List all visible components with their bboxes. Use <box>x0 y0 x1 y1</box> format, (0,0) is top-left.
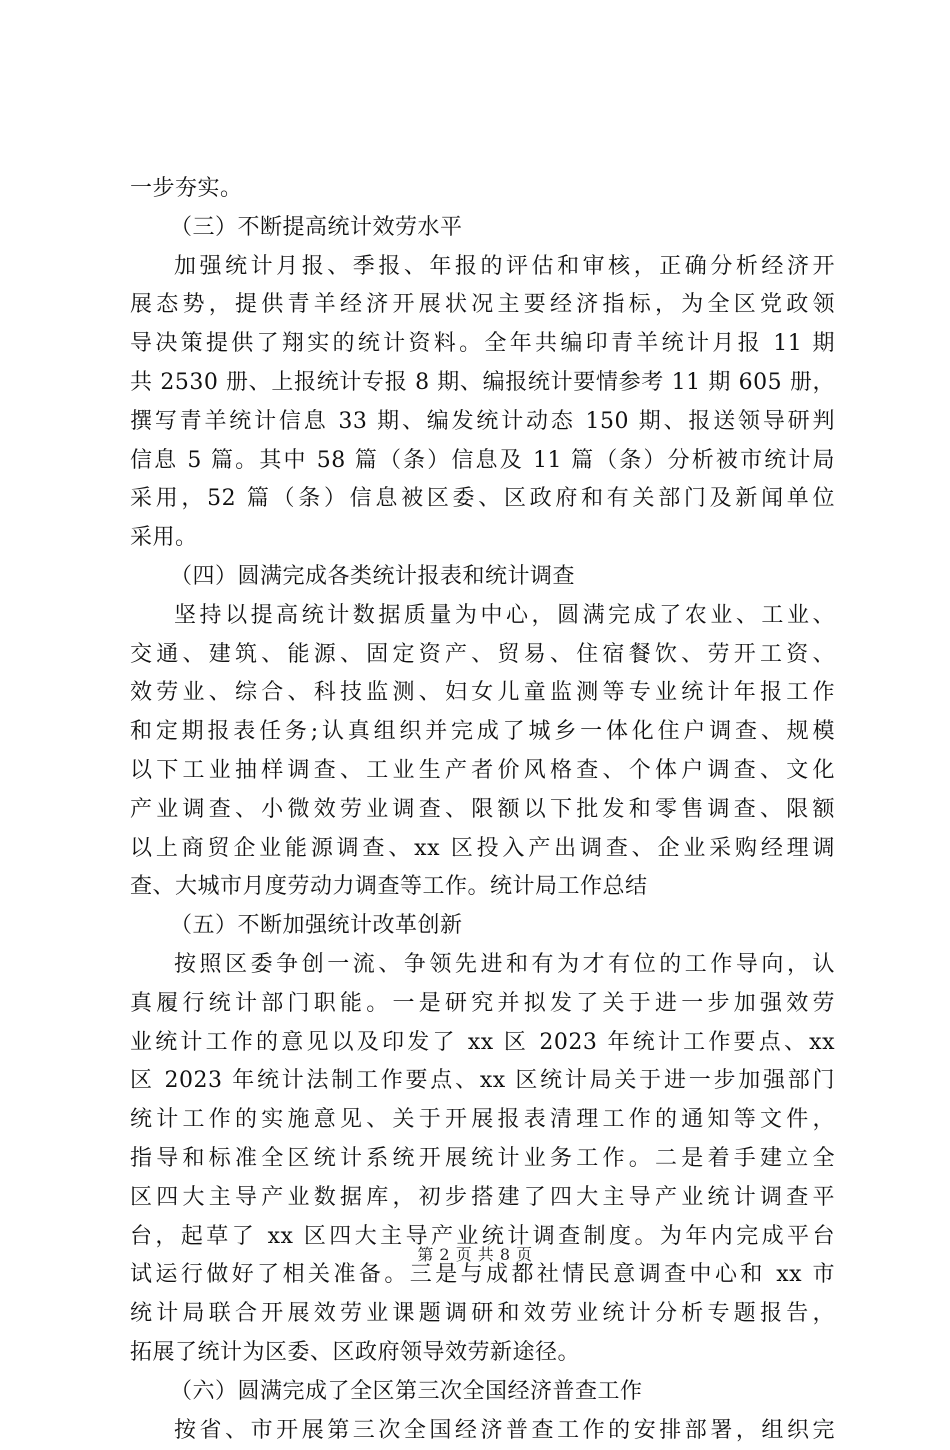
text-line: 加强统计月报、季报、年报的评估和审核，正确分析经济开 <box>130 248 835 287</box>
text-line: 产业调查、小微效劳业调查、限额以下批发和零售调查、限额 <box>130 791 835 830</box>
text-line: 业统计工作的意见以及印发了 xx 区 2023 年统计工作要点、xx <box>130 1024 835 1063</box>
text-line: 区四大主导产业数据库，初步搭建了四大主导产业统计调查平 <box>130 1179 835 1218</box>
text-line: 按省、市开展第三次全国经济普查工作的安排部署，组织完 <box>130 1412 835 1450</box>
text-line: 坚持以提高统计数据质量为中心，圆满完成了农业、工业、 <box>130 597 835 636</box>
text-line: 展态势，提供青羊经济开展状况主要经济指标，为全区党政领 <box>130 286 835 325</box>
page-footer: 第 2 页 共 8 页 <box>0 1242 950 1265</box>
text-line: 统计局联合开展效劳业课题调研和效劳业统计分析专题报告， <box>130 1295 835 1334</box>
text-line: 区 2023 年统计法制工作要点、xx 区统计局关于进一步加强部门 <box>130 1062 835 1101</box>
text-line: 以下工业抽样调查、工业生产者价风格查、个体户调查、文化 <box>130 752 835 791</box>
text-line: 采用。 <box>130 519 835 558</box>
text-line: 交通、建筑、能源、固定资产、贸易、住宿餐饮、劳开工资、 <box>130 636 835 675</box>
section-heading: （四）圆满完成各类统计报表和统计调查 <box>130 558 835 597</box>
text-line: 共 2530 册、上报统计专报 8 期、编报统计要情参考 11 期 605 册， <box>130 364 835 403</box>
text-line: 和定期报表任务;认真组织并完成了城乡一体化住户调查、规模 <box>130 713 835 752</box>
text-line: 采用，52 篇（条）信息被区委、区政府和有关部门及新闻单位 <box>130 480 835 519</box>
text-line: 一步夯实。 <box>130 170 835 209</box>
section-heading: （三）不断提高统计效劳水平 <box>130 209 835 248</box>
text-line: 撰写青羊统计信息 33 期、编发统计动态 150 期、报送领导研判 <box>130 403 835 442</box>
section-heading: （六）圆满完成了全区第三次全国经济普查工作 <box>130 1373 835 1412</box>
text-line: 查、大城市月度劳动力调查等工作。统计局工作总结 <box>130 868 835 907</box>
text-line: 效劳业、综合、科技监测、妇女儿童监测等专业统计年报工作 <box>130 674 835 713</box>
text-line: 以上商贸企业能源调查、xx 区投入产出调查、企业采购经理调 <box>130 830 835 869</box>
section-heading: （五）不断加强统计改革创新 <box>130 907 835 946</box>
text-line: 导决策提供了翔实的统计资料。全年共编印青羊统计月报 11 期 <box>130 325 835 364</box>
text-line: 拓展了统计为区委、区政府领导效劳新途径。 <box>130 1334 835 1373</box>
text-line: 信息 5 篇。其中 58 篇（条）信息及 11 篇（条）分析被市统计局 <box>130 442 835 481</box>
text-line: 试运行做好了相关准备。三是与成都社情民意调查中心和 xx 市 <box>130 1256 835 1295</box>
text-line: 台，起草了 xx 区四大主导产业统计调查制度。为年内完成平台 <box>130 1218 835 1257</box>
text-line: 真履行统计部门职能。一是研究并拟发了关于进一步加强效劳 <box>130 985 835 1024</box>
text-line: 指导和标准全区统计系统开展统计业务工作。二是着手建立全 <box>130 1140 835 1179</box>
text-line: 统计工作的实施意见、关于开展报表清理工作的通知等文件， <box>130 1101 835 1140</box>
text-line: 按照区委争创一流、争领先进和有为才有位的工作导向，认 <box>130 946 835 985</box>
